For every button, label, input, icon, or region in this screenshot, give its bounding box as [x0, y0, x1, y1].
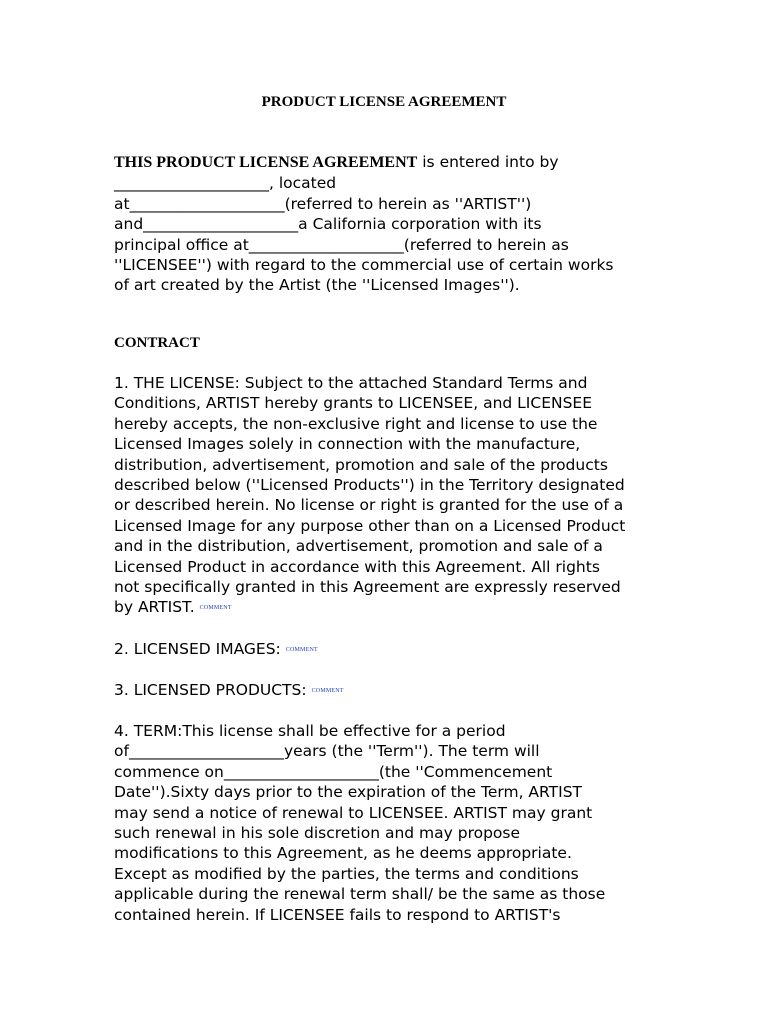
section-line: described below (''Licensed Products'') in the Territory designated [114, 476, 625, 495]
section-line: 4. TERM:This license shall be effective for a period [114, 722, 506, 740]
comment-link[interactable]: COMMENT [311, 688, 344, 694]
section-line: not specifically granted in this Agreement are expressly reserved [114, 578, 621, 597]
section-line: modifications to this Agreement, as he deems appropriate. [114, 844, 572, 863]
section-line: may send a notice of renewal to LICENSEE. ARTIST may grant [114, 803, 593, 822]
intro-line: ____________________, located [114, 174, 337, 193]
intro-line: principal office at____________________(referred to herein as [114, 235, 569, 254]
comment-link[interactable]: COMMENT [199, 605, 232, 612]
section-licensed-images [114, 639, 674, 660]
section-line: distribution, advertisement, promotion and sale of the products [114, 455, 608, 474]
intro-line [114, 152, 674, 173]
section-line: Licensed Image for any purpose other than on a Licensed Product [114, 516, 626, 535]
section-line [114, 680, 674, 701]
section-licensed-products [114, 680, 674, 701]
section-line: of____________________years (the ''Term''). The term will [114, 742, 540, 761]
section-line: applicable during the renewal term shall/ be the same as those [114, 885, 606, 904]
section-line: 1. THE LICENSE: Subject to the attached Standard Terms and [114, 374, 588, 392]
section-line: or described herein. No license or right is granted for the use of a [114, 496, 624, 515]
section-line: Date'').Sixty days prior to the expiration of the Term, ARTIST [114, 783, 583, 802]
section-line: such renewal in his sole discretion and may propose [114, 824, 521, 843]
section-term [114, 721, 674, 925]
intro-line: at____________________(referred to herein as ''ARTIST'') [114, 194, 532, 213]
contract-heading: CONTRACT [114, 335, 200, 351]
section-line [114, 597, 674, 618]
section-label: 2. LICENSED IMAGES: [114, 640, 281, 658]
section-line: contained herein. If LICENSEE fails to respond to ARTIST's [114, 905, 561, 924]
intro-lead: THIS PRODUCT LICENSE AGREEMENT [114, 154, 418, 171]
document-title: PRODUCT LICENSE AGREEMENT [261, 94, 507, 110]
section-line: Conditions, ARTIST hereby grants to LICENSEE, and LICENSEE [114, 394, 593, 413]
intro-line: and____________________a California corporation with its [114, 215, 542, 234]
section-line: Except as modified by the parties, the terms and conditions [114, 864, 579, 883]
section-line: hereby accepts, the non-exclusive right and license to use the [114, 414, 598, 433]
section-line: and in the distribution, advertisement, promotion and sale of a [114, 537, 603, 556]
intro-line-text: is entered into by [417, 153, 559, 171]
section-line [114, 639, 674, 660]
comment-link[interactable]: COMMENT [285, 647, 318, 653]
section-line-text: by ARTIST. [114, 598, 195, 617]
intro-line: of art created by the Artist (the ''Licensed Images''). [114, 276, 520, 295]
section-line: Licensed Images solely in connection with the manufacture, [114, 435, 581, 454]
intro-paragraph [114, 152, 674, 296]
section-line: commence on____________________(the ''Commencement [114, 762, 553, 781]
intro-line: ''LICENSEE'') with regard to the commercial use of certain works [114, 256, 614, 275]
section-license [114, 373, 674, 619]
section-label: 3. LICENSED PRODUCTS: [114, 681, 307, 699]
section-line: Licensed Product in accordance with this Agreement. All rights [114, 557, 600, 576]
